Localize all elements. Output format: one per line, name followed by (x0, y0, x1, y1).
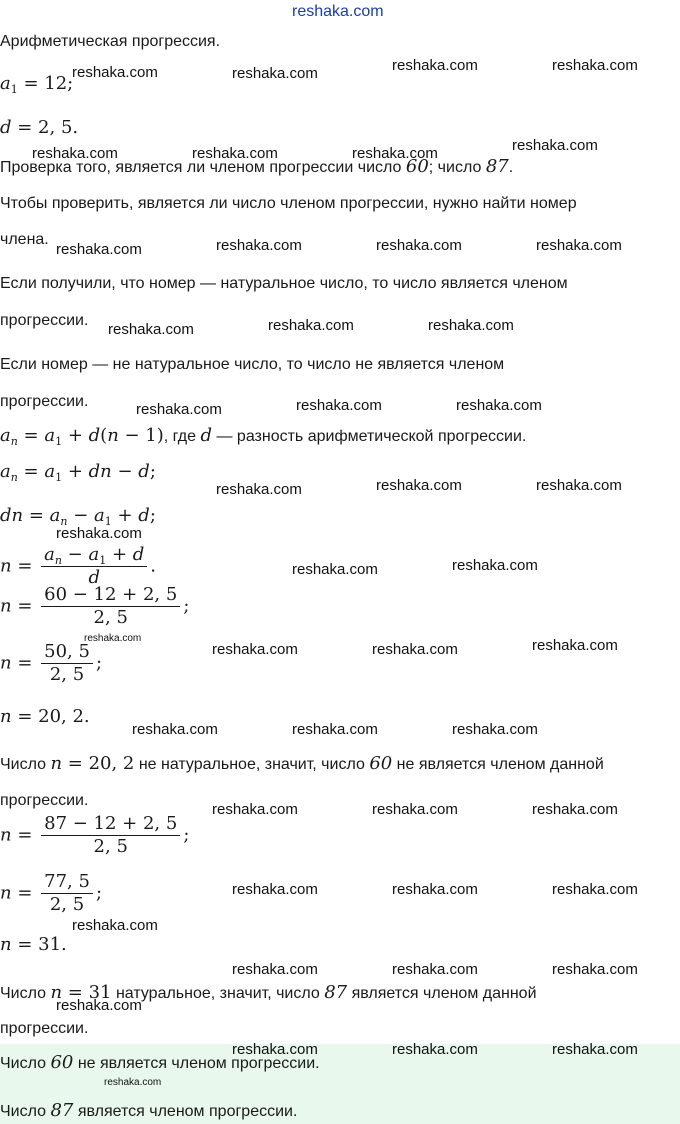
answer-60: Число 60 не является членом прогрессии. (0, 1052, 320, 1073)
answer-87: Число 87 является членом прогрессии. (0, 1100, 298, 1121)
watermark: reshaka.com (428, 317, 514, 334)
watermark: reshaka.com (552, 57, 638, 74)
watermark: reshaka.com (452, 557, 538, 574)
watermark: reshaka.com (532, 801, 618, 818)
watermark: reshaka.com (372, 641, 458, 658)
watermark: reshaka.com (376, 477, 462, 494)
formula-step-1: $a_n = a_1$ + dn − d; (0, 461, 156, 484)
watermark: reshaka.com (392, 57, 478, 74)
watermark: reshaka.com (232, 65, 318, 82)
watermark: reshaka.com (372, 801, 458, 818)
not-natural-line-1: Если номер — не натуральное число, то число не является членом (0, 356, 505, 373)
watermark: reshaka.com (84, 633, 142, 644)
watermark: reshaka.com (232, 1041, 318, 1058)
check-line: Проверка того, является ли членом прогрессии число 60; число 87. (0, 156, 514, 177)
calc-87-fraction: n = $\frac{87 - 12 + 2, 5}{2, 5}$ ; (0, 813, 190, 857)
given-d: d = 2, 5. (0, 117, 79, 138)
conclusion-60-end: прогрессии. (0, 792, 89, 809)
watermark: reshaka.com (216, 237, 302, 254)
watermark: reshaka.com (216, 481, 302, 498)
watermark: reshaka.com (456, 397, 542, 414)
watermark: reshaka.com (212, 801, 298, 818)
watermark: reshaka.com (536, 237, 622, 254)
formula-n: n = $\frac{a_n - a_1 + d}{d}$ . (0, 544, 157, 588)
calc-60-fraction: n = $\frac{60 - 12 + 2, 5}{2, 5}$ ; (0, 584, 190, 628)
not-natural-line-2: прогрессии. (0, 393, 89, 410)
watermark: reshaka.com (552, 881, 638, 898)
watermark: reshaka.com (392, 961, 478, 978)
calc-87-result: n = 31. (0, 934, 67, 955)
watermark: reshaka.com (56, 997, 142, 1014)
site-watermark-top[interactable]: reshaka.com (292, 3, 384, 20)
watermark: reshaka.com (392, 1041, 478, 1058)
watermark: reshaka.com (296, 397, 382, 414)
conclusion-87-end: прогрессии. (0, 1020, 89, 1037)
conclusion-60: Число n = 20, 2 не натуральное, значит, число 60 не является членом данной (0, 753, 604, 774)
watermark: reshaka.com (72, 917, 158, 934)
watermark: reshaka.com (232, 961, 318, 978)
watermark: reshaka.com (56, 241, 142, 258)
watermark: reshaka.com (552, 1041, 638, 1058)
conclusion-87: Число n = 31 натуральное, значит, число 87 является членом данной (0, 982, 537, 1003)
watermark: reshaka.com (536, 477, 622, 494)
natural-line-2: прогрессии. (0, 312, 89, 329)
natural-line-1: Если получили, что номер — натуральное число, то число является членом (0, 275, 568, 292)
watermark: reshaka.com (268, 317, 354, 334)
howto-line-1: Чтобы проверить, является ли число членом прогрессии, нужно найти номер (0, 195, 577, 212)
watermark: reshaka.com (376, 237, 462, 254)
watermark: reshaka.com (192, 145, 278, 162)
formula-an: $a_n = a_1 + d(n - 1)$, где d — разность арифметической прогрессии. (0, 425, 527, 448)
watermark: reshaka.com (32, 145, 118, 162)
watermark: reshaka.com (532, 637, 618, 654)
watermark: reshaka.com (452, 721, 538, 738)
calc-60-simplified: n = $\frac{50, 5}{2, 5}$ ; (0, 641, 103, 685)
howto-line-2: члена. (0, 231, 49, 248)
watermark: reshaka.com (232, 881, 318, 898)
watermark: reshaka.com (212, 641, 298, 658)
given-a1: $a_1 = 12$; (0, 73, 74, 96)
watermark: reshaka.com (392, 881, 478, 898)
watermark: reshaka.com (292, 721, 378, 738)
watermark: reshaka.com (108, 321, 194, 338)
calc-87-simplified: n = $\frac{77, 5}{2, 5}$ ; (0, 871, 103, 915)
watermark: reshaka.com (512, 137, 598, 154)
watermark: reshaka.com (552, 961, 638, 978)
watermark: reshaka.com (104, 1077, 162, 1088)
watermark: reshaka.com (56, 525, 142, 542)
watermark: reshaka.com (292, 561, 378, 578)
calc-60-result: n = 20, 2. (0, 706, 90, 727)
watermark: reshaka.com (72, 64, 158, 81)
title: Арифметическая прогрессия. (0, 33, 221, 50)
watermark: reshaka.com (136, 401, 222, 418)
watermark: reshaka.com (352, 145, 438, 162)
watermark: reshaka.com (132, 721, 218, 738)
formula-step-2: dn = $a_n - a_1 + d$; (0, 505, 156, 528)
